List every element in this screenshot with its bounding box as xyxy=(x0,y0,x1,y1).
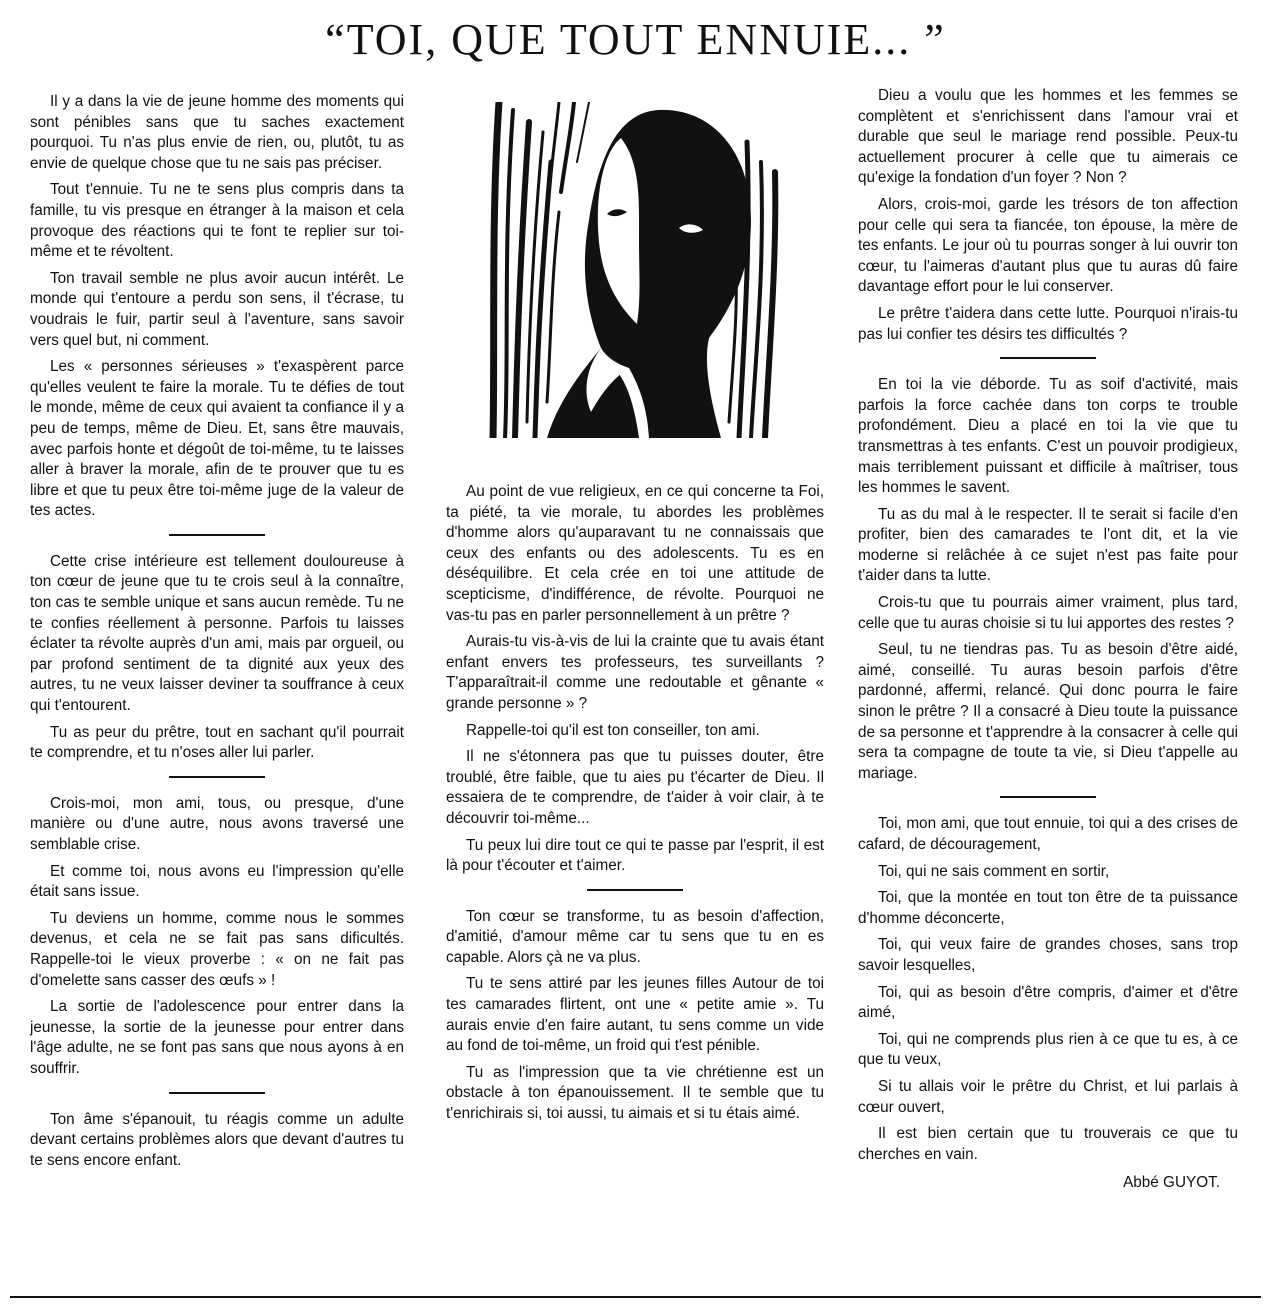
article-title: “TOI, QUE TOUT ENNUIE... ” xyxy=(325,15,946,64)
paragraph: Tu as peur du prêtre, tout en sachant qu'il pourrait te comprendre, et tu n'oses aller lui parler. xyxy=(30,723,404,762)
paragraph: En toi la vie déborde. Tu as soif d'activité, mais parfois la force cachée dans ton corps te trouble profondément. Dieu a placé en toi la vie que tu transmettras à tes enfants. C'est un pouvoir prodigieux, mais terriblement puissant et difficile à maîtriser, tous les hommes le savent. xyxy=(858,376,1238,497)
paragraph: Cette crise intérieure est tellement douloureuse à ton cœur de jeune que tu te crois seul à la connaître, ton cas te semble unique et sans aucun remède. Tu ne te confies réellement à personne. Parfois tu laisses éclater ta révolte auprès d'un ami, mais par orgueil, ou par profond sentiment de ta dignité aux yeux des autres, tu ne veux laisser deviner ta souffrance à ceux qui t'entourent. xyxy=(30,552,404,715)
column-1 xyxy=(30,92,404,1288)
paragraph: Toi, qui ne comprends plus rien à ce que tu es, à ce que tu veux, xyxy=(858,1030,1238,1069)
paragraph: Il y a dans la vie de jeune homme des moments qui sont pénibles sans que tu saches exactement pourquoi. Tu n'as plus envie de rien, ou, plutôt, tu as envie de quelque chose que tu ne sais pas préciser. xyxy=(30,93,404,172)
paragraph: Le prêtre t'aidera dans cette lutte. Pourquoi n'irais-tu pas lui confier tes désirs tes difficultés ? xyxy=(858,304,1238,343)
paragraph: Tu as l'impression que ta vie chrétienne est un obstacle à ton épanouissement. Il te semble que tu t'enrichirais si, toi aussi, tu aimais et si tu étais aimé. xyxy=(446,1063,824,1123)
paragraph: Ton travail semble ne plus avoir aucun intérêt. Le monde qui t'entoure a perdu son sens, il t'écrase, tu voudrais le fuir, partir seul à l'aventure, sans savoir vers quel but, ni comment. xyxy=(30,269,404,349)
section-divider xyxy=(169,534,265,536)
paragraph: Toi, mon ami, que tout ennuie, toi qui a des crises de cafard, de découragement, xyxy=(858,815,1238,853)
section-divider xyxy=(1000,796,1096,798)
paragraph: Tu as du mal à le respecter. Il te serait si facile d'en profiter, bien des camarades te l'ont dit, et la vie moderne si relâchée à ce sujet n'est pas faite pour t'aider dans ta lutte. xyxy=(858,505,1238,585)
paragraph: Alors, crois-moi, garde les trésors de ton affection pour celle qui sera ta fiancée, ton épouse, la mère de tes enfants. Le jour où tu pourras songer à lui ouvrir ton cœur, tu l'aimeras d'autant plus que tu auras dû faire davantage effort pour le lui conserver. xyxy=(858,195,1238,296)
section-divider xyxy=(1000,357,1096,359)
paragraph: Ton cœur se transforme, tu as besoin d'affection, d'amitié, d'amour même car tu sens que tu en es capable. Alors çà ne va plus. xyxy=(446,907,824,966)
paragraph: Et comme toi, nous avons eu l'impression qu'elle était sans issue. xyxy=(30,862,404,901)
column-3 xyxy=(858,86,1238,1288)
paragraph: La sortie de l'adolescence pour entrer dans la jeunesse, la sortie de la jeunesse pour entrer dans l'âge adulte, ne se font pas sans que nous ayons à en souffrir. xyxy=(30,998,404,1077)
paragraph: Crois-tu que tu pourrais aimer vraiment, plus tard, celle que tu auras choisie si tu lui apportes des restes ? xyxy=(858,594,1238,632)
paragraph: Au point de vue religieux, en ce qui concerne ta Foi, ta piété, ta vie morale, tu abordes les problèmes d'homme alors qu'auparavant tu ne connaissais que ceux des enfants ou des adolescents. Tu es en déséquilibre. Et cela crée en toi une attitude de scepticisme, d'indifférence, de révolte. Pourquoi ne vas-tu pas en parler personnellement à un prêtre ? xyxy=(446,483,824,624)
column-2 xyxy=(446,102,824,1288)
paragraph: Aurais-tu vis-à-vis de lui la crainte que tu avais étant enfant envers tes professeurs, tes surveillants ? T'apparaîtrait-il comme une redoutable et gênante « grande personne » ? xyxy=(446,633,824,712)
paragraph: Tu deviens un homme, comme nous le sommes devenus, et cela ne se fait pas sans dificultés. Rappelle-toi le vieux proverbe : « on ne fait pas d'omelette sans casser des œufs » ! xyxy=(30,909,404,989)
paragraph: Les « personnes sérieuses » t'exaspèrent parce qu'elles veulent te faire la morale. Tu te défies de tout le monde, même de ceux qui avaient ta confiance il y a peu de temps, même de Dieu. Et, sans être mauvais, avec parfois honte et dégoût de toi-même, tu te laisses aller à braver la morale, afin de te prouver que tu es libre et que tu peux être toi-même juge de la valeur de tes actes. xyxy=(30,358,404,520)
paragraph: Tu te sens attiré par les jeunes filles Autour de toi tes camarades flirtent, ont une « petite amie ». Tu aurais envie d'en faire autant, tu sens comme un vide au fond de toi-même, un froid qui t'est pénible. xyxy=(446,975,824,1055)
paragraph: Toi, qui as besoin d'être compris, d'aimer et d'être aimé, xyxy=(858,983,1238,1022)
paragraph: Tout t'ennuie. Tu ne te sens plus compris dans ta famille, tu vis presque en étranger à la maison et cela provoque des réactions qui te font te replier sur toi-même et te révoltent. xyxy=(30,181,404,261)
paragraph: Dieu a voulu que les hommes et les femmes se complètent et s'enrichissent dans l'amour vrai et durable que seul le mariage rend possible. Peux-tu actuellement procurer à celle que tu aimerais ce qu'exige la fondation d'un foyer ? Non ? xyxy=(858,87,1238,187)
bottom-rule xyxy=(10,1296,1261,1298)
paragraph: Il ne s'étonnera pas que tu puisses douter, être troublé, être faible, que tu aies pu t'écarter de Dieu. Il essaiera de te comprendre, de t'aider à voir clair, à te découvrir toi-même... xyxy=(446,748,824,827)
paragraph: Ton âme s'épanouit, tu réagis comme un adulte devant certains problèmes alors que devant d'autres tu te sens encore enfant. xyxy=(30,1110,404,1169)
section-divider xyxy=(169,1092,265,1094)
paragraph: Toi, que la montée en tout ton être de ta puissance d'homme déconcerte, xyxy=(858,889,1238,927)
section-divider xyxy=(587,889,683,891)
silhouette-illustration xyxy=(489,102,781,438)
paragraph: Crois-moi, mon ami, tous, ou presque, d'une manière ou d'une autre, nous avons traversé une semblable crise. xyxy=(30,794,404,853)
paragraph: Tu peux lui dire tout ce qui te passe par l'esprit, il est là pour t'écouter et t'aimer. xyxy=(446,836,824,875)
paragraph: Toi, qui ne sais comment en sortir, xyxy=(878,862,1110,880)
paragraph: Rappelle-toi qu'il est ton conseiller, ton ami. xyxy=(466,721,760,739)
author-signature: Abbé GUYOT. xyxy=(1123,1174,1220,1192)
paragraph: Seul, tu ne tiendras pas. Tu as besoin d'être aidé, aimé, conseillé. Tu auras besoin parfois d'être pardonné, affermi, relancé. Qui donc pourra le faire sinon le prêtre ? Il a consacré à Dieu toute la puissance de sa personne et t'apprendre à la consacrer à celle qui sera ta compagne de toute ta vie, si Dieu t'appelle au mariage. xyxy=(858,641,1238,782)
paragraph: Il est bien certain que tu trouverais ce que tu cherches en vain. xyxy=(858,1125,1238,1163)
paragraph: Toi, qui veux faire de grandes choses, sans trop savoir lesquelles, xyxy=(858,936,1238,974)
section-divider xyxy=(169,776,265,778)
paragraph: Si tu allais voir le prêtre du Christ, et lui parlais à cœur ouvert, xyxy=(858,1077,1238,1116)
